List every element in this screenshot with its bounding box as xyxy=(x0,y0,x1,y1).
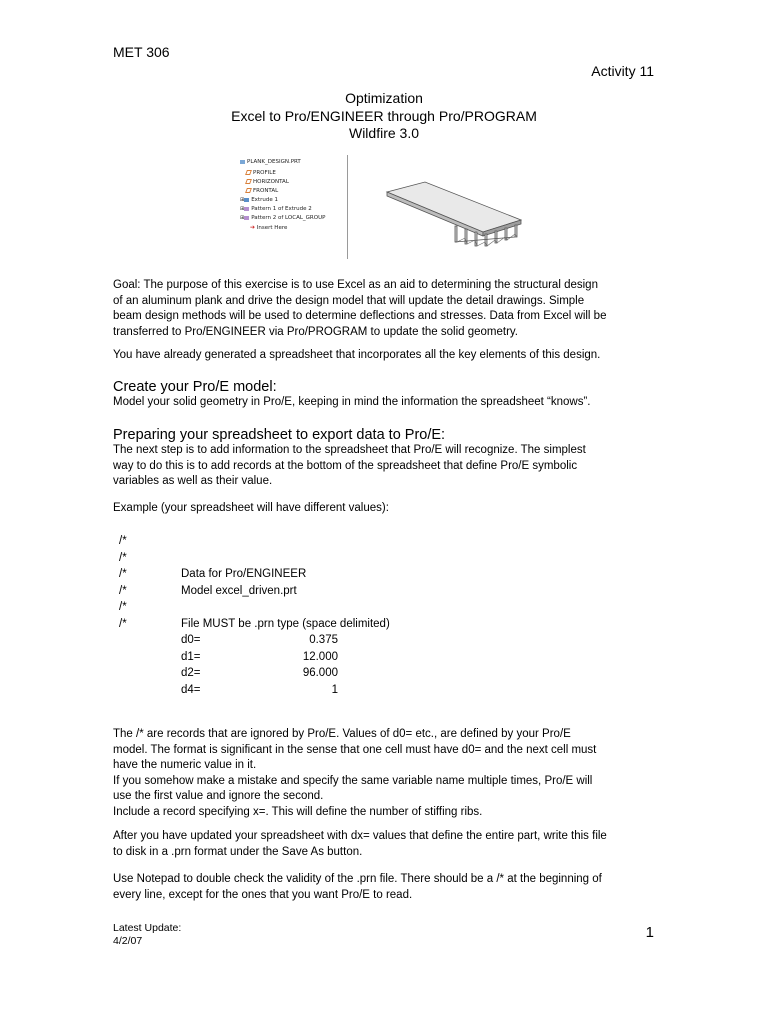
insert-arrow-icon: ➔ xyxy=(250,224,256,231)
tree-item: PROFILE xyxy=(246,170,276,176)
section-heading-prepare-spreadsheet: Preparing your spreadsheet to export data to Pro/E: xyxy=(113,427,446,443)
example-row: /* xyxy=(119,601,127,613)
title-line-3: Wildfire 3.0 xyxy=(348,125,420,141)
tree-item: FRONTAL xyxy=(246,188,278,194)
title-line-1: Optimization xyxy=(345,90,423,106)
example-row: /* Model excel_driven.prt xyxy=(119,584,297,597)
section-body-create-model: Model your solid geometry in Pro/E, keeping in mind the information the spreadsheet “knows”. xyxy=(113,396,591,408)
expand-icon: ⊞ xyxy=(240,197,245,203)
tree-divider xyxy=(347,155,348,259)
tree-item: PLANK_DESIGN.PRT xyxy=(240,159,301,165)
datum-plane-icon xyxy=(245,170,252,175)
activity-number: Activity 11 xyxy=(591,63,654,79)
plank-top-face xyxy=(387,182,521,232)
update-date: 4/2/07 xyxy=(113,935,143,947)
example-row: /* xyxy=(119,551,127,564)
example-row: d2= 96.000 xyxy=(181,667,338,679)
extrude-icon xyxy=(244,198,249,202)
course-code: MET 306 xyxy=(113,44,170,60)
example-row: d1= 12.000 xyxy=(181,650,338,663)
tree-item: HORIZONTAL xyxy=(246,179,289,185)
pattern-icon xyxy=(244,207,249,211)
title-line-2: Excel to Pro/ENGINEER through Pro/PROGRAM xyxy=(231,108,537,124)
tree-item: ⊞ Pattern 2 of LOCAL_GROUP xyxy=(240,215,326,221)
section-heading-create-model: Create your Pro/E model: xyxy=(113,379,277,395)
example-row: /* xyxy=(119,535,127,547)
tree-item: ⊞ Extrude 1 xyxy=(240,197,278,203)
example-row: /* File MUST be .prn type (space delimited) xyxy=(119,617,390,630)
notes-paragraph-1: The /* are records that are ignored by Pro/E. Values of d0= etc., are defined by your Pro/E model. The format is significant in the sense that one cell must have d0= and the next cell must have the numeric value in it. If you somehow make a mistake and specify the same variable name multiple times, Pro/E will use the first value and ignore the second. Include a record specifying x=. This will define the number of stiffing ribs. xyxy=(113,728,597,818)
goal-paragraph: Goal: The purpose of this exercise is to use Excel as an aid to determining the structural design of an aluminum plank and drive the design model that will update the detail drawings. Simple beam design methods will be used to determine deflections and stresses. Data from Excel will be transferred to Pro/ENGINEER via Pro/PROGRAM to update the solid geometry. xyxy=(113,279,607,338)
tree-item: ➔ Insert Here xyxy=(250,224,288,231)
expand-icon: ⊞ xyxy=(240,215,245,221)
notes-paragraph-2: After you have updated your spreadsheet with dx= values that define the entire part, write this file to disk in a .prn format under the Save As button. xyxy=(113,830,607,858)
footer-update xyxy=(113,922,181,948)
pattern-icon xyxy=(244,216,249,220)
notes-paragraph-3: Use Notepad to double check the validity of the .prn file. There should be a /* at the beginning of every line, except for the ones that you want Pro/E to read. xyxy=(113,873,602,901)
datum-plane-icon xyxy=(245,188,252,193)
part-icon xyxy=(240,160,245,164)
example-records xyxy=(119,533,419,698)
datum-plane-icon xyxy=(245,179,252,184)
tree-item: ⊞ Pattern 1 of Extrude 2 xyxy=(240,206,312,212)
section-body-prepare-spreadsheet: The next step is to add information to the spreadsheet that Pro/E will recognize. The simplest way to do this is to add records at the bottom of the spreadsheet that define Pro/E symbolic variables as well as their value. xyxy=(113,444,586,487)
page-number: 1 xyxy=(645,924,654,941)
plank-3d-model xyxy=(385,180,525,248)
example-intro: Example (your spreadsheet will have different values): xyxy=(113,502,389,514)
already-generated-text: You have already generated a spreadsheet that incorporates all the key elements of this design. xyxy=(113,349,601,361)
example-row: d4= 1 xyxy=(181,683,338,696)
update-label: Latest Update: xyxy=(113,922,182,934)
expand-icon: ⊞ xyxy=(240,206,245,212)
example-row: /* Data for Pro/ENGINEER xyxy=(119,568,307,580)
example-row: d0= 0.375 xyxy=(181,634,338,646)
